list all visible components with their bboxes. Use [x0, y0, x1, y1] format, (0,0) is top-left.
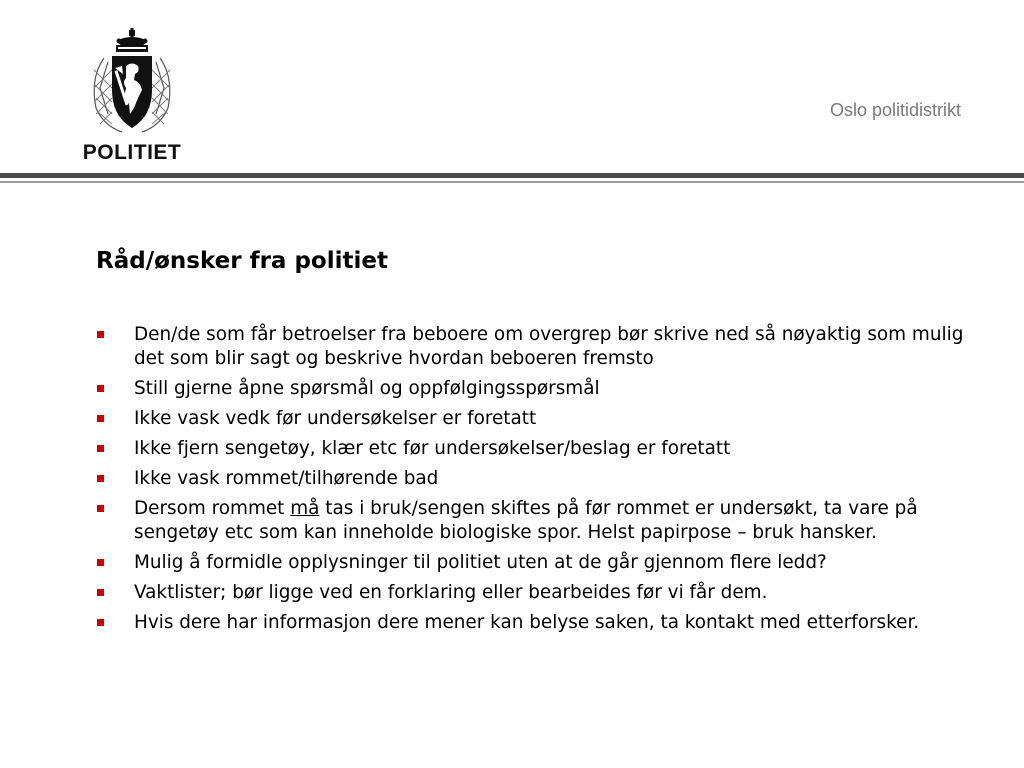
bullet-square-icon	[97, 619, 104, 626]
police-crest-icon	[82, 28, 182, 136]
bullet-text: Mulig å formidle opplysninger til politiet uten at de går gjennom flere ledd?	[134, 552, 827, 573]
bullet-item	[96, 407, 966, 431]
bullet-square-icon	[97, 331, 104, 338]
bullet-item	[96, 497, 966, 545]
bullet-list	[96, 323, 966, 641]
header-divider-thick	[0, 173, 1024, 178]
bullet-text: Ikke fjern sengetøy, klær etc før undersøkelser/beslag er foretatt	[134, 438, 731, 459]
bullet-square-icon	[97, 505, 104, 512]
bullet-square-icon	[97, 559, 104, 566]
logo-text: POLITIET	[82, 141, 182, 164]
bullet-underlined-word: må	[290, 498, 320, 519]
district-label: Oslo politidistrikt	[829, 100, 961, 120]
bullet-text-part: tas i bruk/sengen skiftes på før rommet er undersøkt, ta vare på sengetøy etc som kan inneholde biologiske spor. Helst papirpose – bruk hansker.	[134, 498, 918, 543]
bullet-square-icon	[97, 385, 104, 392]
bullet-item	[96, 551, 966, 575]
slide-title: Råd/ønsker fra politiet	[96, 248, 388, 274]
bullet-square-icon	[97, 475, 104, 482]
bullet-item	[96, 581, 966, 605]
bullet-text: Hvis dere har informasjon dere mener kan belyse saken, ta kontakt med etterforsker.	[134, 612, 920, 633]
bullet-text: Den/de som får betroelser fra beboere om overgrep bør skrive ned så nøyaktig som mulig det som blir sagt og beskrive hvordan beboeren fremsto	[134, 324, 964, 369]
bullet-text: Still gjerne åpne spørsmål og oppfølgingsspørsmål	[134, 378, 600, 399]
police-logo	[52, 28, 212, 168]
bullet-item	[96, 611, 966, 635]
bullet-item	[96, 323, 966, 371]
bullet-item	[96, 437, 966, 461]
bullet-text: Ikke vask vedk før undersøkelser er foretatt	[134, 408, 537, 429]
bullet-square-icon	[97, 445, 104, 452]
bullet-text: Vaktlister; bør ligge ved en forklaring eller bearbeides før vi får dem.	[134, 582, 768, 603]
bullet-text: Ikke vask rommet/tilhørende bad	[134, 468, 439, 489]
bullet-square-icon	[97, 415, 104, 422]
header-divider-thin	[0, 181, 1024, 183]
bullet-item	[96, 467, 966, 491]
bullet-item	[96, 377, 966, 401]
bullet-square-icon	[97, 589, 104, 596]
bullet-text-part: Dersom rommet	[134, 498, 291, 519]
